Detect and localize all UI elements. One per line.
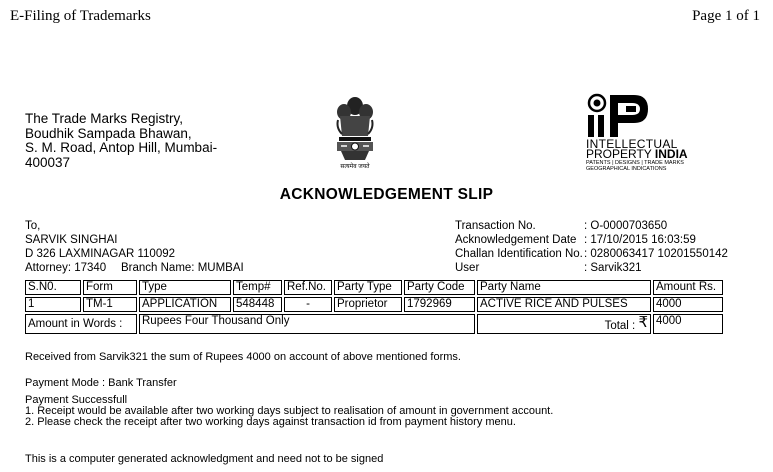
forms-table: [23, 278, 725, 336]
cell-party-type: Proprietor: [334, 297, 402, 312]
registry-address: [25, 112, 217, 170]
amount-words-label: Amount in Words :: [25, 314, 137, 334]
ip-india-logo-icon: [586, 93, 656, 139]
total-cell: [477, 314, 651, 334]
header-temp: Temp#: [233, 280, 282, 295]
total-value: 4000: [653, 314, 723, 334]
ip-logo-line3: PATENTS | DESIGNS | TRADE MARKS: [586, 160, 684, 166]
cell-temp: 548448: [233, 297, 282, 312]
payment-status: Payment Successfull: [25, 394, 128, 406]
attorney-number: Attorney: 17340: [25, 262, 107, 274]
challan-label: Challan Identification No.: [455, 248, 583, 260]
table-row: [25, 297, 723, 312]
registry-line: 400037: [25, 154, 71, 170]
amount-words-row: [25, 314, 723, 334]
header-type: Type: [139, 280, 231, 295]
ack-date-label: Acknowledgement Date: [455, 234, 577, 246]
slip-title: ACKNOWLEDGEMENT SLIP: [279, 186, 494, 203]
amount-words-value: Rupees Four Thousand Only: [139, 314, 475, 334]
transaction-no-label: Transaction No.: [455, 220, 536, 232]
header-refno: Ref.No.: [284, 280, 332, 295]
document-title: E-Filing of Trademarks: [10, 8, 151, 24]
ip-logo-line2b: INDIA: [654, 147, 688, 161]
user-label: User: [455, 262, 480, 274]
to-label: To,: [25, 220, 41, 232]
header-form: Form: [83, 280, 137, 295]
received-statement: Received from Sarvik321 the sum of Rupees 4000 on account of above mentioned forms.: [25, 351, 461, 363]
rupee-icon: ₹: [638, 314, 648, 331]
ack-date-value: 17/10/2015 16:03:59: [590, 234, 696, 246]
cell-party-name: ACTIVE RICE AND PULSES: [477, 297, 651, 312]
header-sno: S.N0.: [25, 280, 81, 295]
cell-refno: -: [284, 297, 332, 312]
user-value: Sarvik321: [590, 262, 642, 274]
cell-party-code: 1792969: [404, 297, 475, 312]
branch-name: Branch Name: MUMBAI: [121, 262, 244, 274]
cell-amount: 4000: [653, 297, 723, 312]
national-emblem-icon: [332, 94, 378, 178]
recipient-address: D 326 LAXMINAGAR 110092: [25, 248, 176, 260]
payment-mode: Payment Mode : Bank Transfer: [25, 377, 177, 389]
ip-logo-line4: GEOGRAPHICAL INDICATIONS: [586, 166, 667, 172]
ip-logo-line1: INTELLECTUAL: [586, 137, 678, 151]
page-number: Page 1 of 1: [692, 8, 760, 24]
note-2: 2. Please check the receipt after two working days against transaction id from payment history menu.: [25, 416, 516, 428]
recipient-name: SARVIK SINGHAI: [25, 234, 118, 246]
header-amount: Amount Rs.: [653, 280, 723, 295]
computer-generated-note: This is a computer generated acknowledgment and need not to be signed: [25, 453, 384, 465]
note-1: 1. Receipt would be available after two working days subject to realisation of amount in government account.: [25, 405, 554, 417]
cell-sno: 1: [25, 297, 81, 312]
challan-value: 0280063417 10201550142: [590, 248, 728, 260]
table-header-row: [25, 280, 723, 295]
registry-line: S. M. Road, Antop Hill, Mumbai-: [25, 140, 218, 155]
header-party-code: Party Code: [404, 280, 475, 295]
cell-form: TM-1: [83, 297, 137, 312]
header-party-name: Party Name: [477, 280, 651, 295]
cell-type: APPLICATION: [139, 297, 231, 312]
ip-logo-line2a: PROPERTY: [586, 147, 655, 161]
header-party-type: Party Type: [334, 280, 402, 295]
total-label: Total :: [604, 320, 636, 332]
registry-line: Boudhik Sampada Bhawan,: [25, 125, 192, 141]
emblem-motto: सत्यमेव जयते: [340, 164, 370, 170]
transaction-no-value: O-0000703650: [590, 220, 668, 232]
ip-india-logo: [586, 93, 724, 173]
registry-line: The Trade Marks Registry,: [25, 111, 184, 126]
